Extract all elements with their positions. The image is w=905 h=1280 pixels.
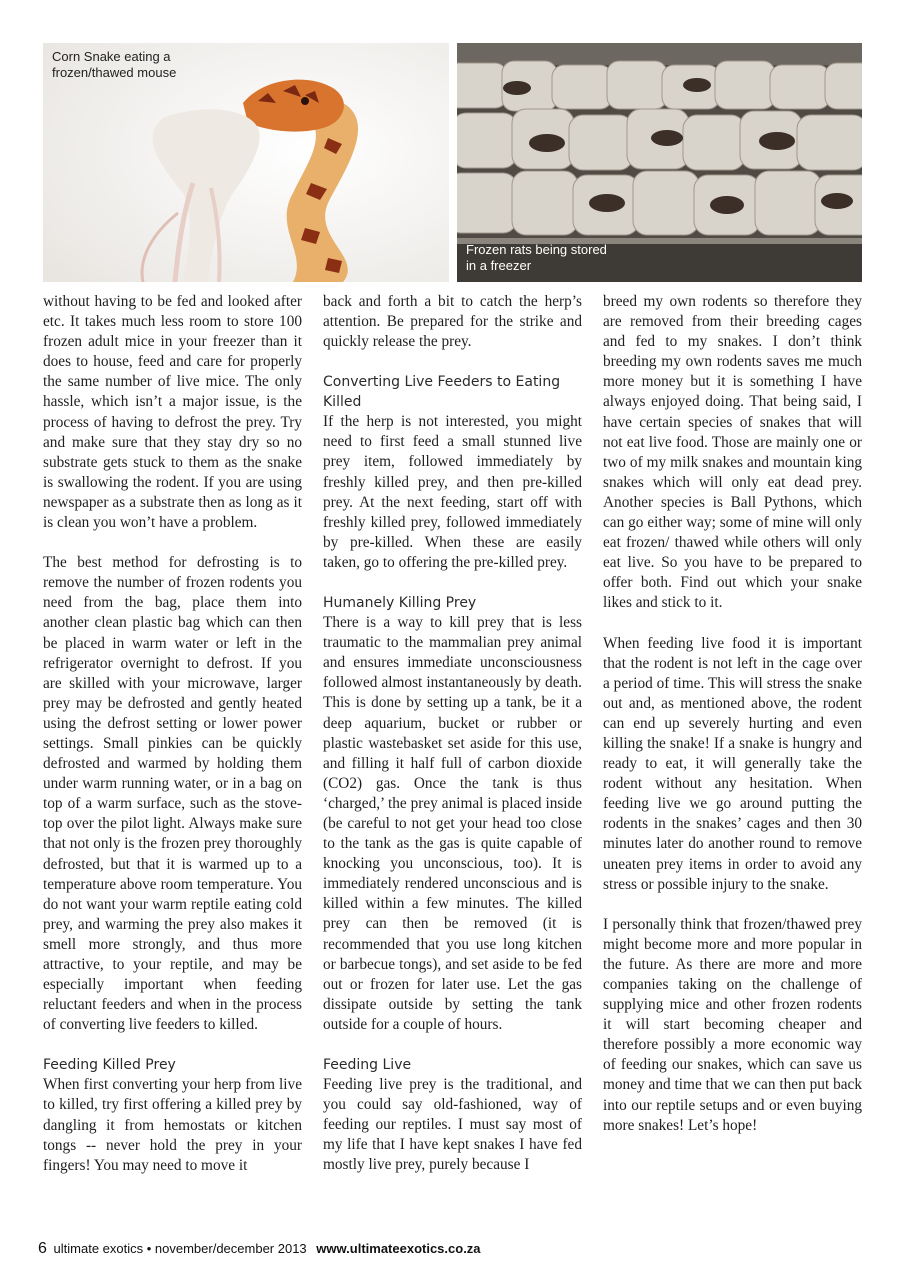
- photo-corn-snake: [43, 43, 449, 282]
- publication-info: ultimate exotics • november/december 2013: [53, 1241, 307, 1256]
- photo-caption-left: Corn Snake eating a frozen/thawed mouse: [52, 49, 177, 80]
- section-heading-feeding-live: Feeding Live: [323, 1057, 412, 1073]
- article-column-3: [603, 292, 862, 1237]
- section-heading-converting-live-feeders: Converting Live Feeders to Eating Killed: [323, 374, 561, 411]
- article-column-2: [323, 292, 582, 1237]
- page-number: 6: [38, 1240, 47, 1257]
- page-footer: [38, 1240, 481, 1258]
- section-heading-humanely-killing-prey: Humanely Killing Prey: [323, 595, 477, 612]
- website-link[interactable]: www.ultimateexotics.co.za: [316, 1241, 481, 1256]
- paragraph: back and forth a bit to catch the herp’s attention. Be prepared for the strike and quickly release the prey.: [323, 293, 582, 351]
- paragraph: breed my own rodents so therefore they are removed from their breeding cages and fed to my snakes. I don’t think breeding my own rodents saves me much more money but it is something I have always enjoyed doing. That being said, I have certain species of snakes that will not eat live food. Those are mainly one or two of my milk snakes and mountain king snakes which will only eat dead prey. Another species is Ball Pythons, which can go either way; some of mine will only eat frozen/ thawed while others will only eat live. So you have to be prepared to offer both. Find out which your snake likes and stick to it.: [603, 293, 862, 612]
- paragraph: I personally think that frozen/thawed prey might become more and more popular in the future. As there are more and more companies taking on the challenge of supplying mice and other frozen rodents it will start becoming cheaper and therefore possibly a more economic way of feeding our snakes, which can save us money and time that we can then put back into our reptile setups and or even buying more snakes! Let’s hope!: [603, 915, 862, 1134]
- photo-frozen-rats: [457, 43, 862, 282]
- article-column-1: [43, 292, 302, 1237]
- paragraph: When first converting your herp from live to killed, try first offering a killed prey by dangling it from hemostats or kitchen tongs -- never hold the prey in your fingers! You may need to move it: [43, 1076, 302, 1174]
- paragraph: without having to be fed and looked after etc. It takes much less room to store 100 frozen adult mice in your freezer than it does to house, feed and care for properly the same number of live mice. The only hassle, which isn’t a major issue, is the process of having to defrost the prey. Try and make sure that they stay dry so no substrate gets stuck to them as the snake is swallowing the rodent. If you are using newspaper as a substrate then as long as it is clean you won’t have a problem.: [43, 293, 302, 532]
- paragraph: Feeding live prey is the traditional, and you could say old-fashioned, way of feeding our reptiles. I must say most of my life that I have kept snakes I have fed mostly live prey, purely because I: [323, 1076, 582, 1174]
- paragraph: When feeding live food it is important that the rodent is not left in the cage over a period of time. This will stress the snake out and, as mentioned above, the rodent can end up severely hurting and even killing the snake! If a snake is hungry and ready to eat, it will generally take the rodent without any hesitation. When feeding live we go around putting the rodents in the snakes’ cages and then 30 minutes later do another round to remove uneaten prey items in order to avoid any stress or possible injury to the snake.: [603, 634, 862, 893]
- paragraph: There is a way to kill prey that is less traumatic to the mammalian prey animal and ensures immediate unconsciousness followed almost instantaneously by death. This is done by setting up a tank, be it a deep aquarium, bucket or rubber or plastic wastebasket set aside for this use, and filling it half full of carbon dioxide (CO2) gas. Once the tank is thus ‘charged,’ the prey animal is placed inside (be careful to not get your head too close to the tank as the gas is quite capable of knocking you unconscious, too). It is immediately rendered unconscious and is killed within a few minutes. The killed prey can then be removed (it is recommended that you use long kitchen or barbecue tongs), and set aside to be fed out or frozen for later use. Let the gas dissipate outside by setting the tank outside for a couple of hours.: [323, 614, 582, 1033]
- paragraph: The best method for defrosting is to remove the number of frozen rodents you need from the bag, place them into another clean plastic bag which can then be placed in warm water or left in the refrigerator overnight to defrost. If you are skilled with your microwave, larger prey may be defrosted and gently heated using the defrost setting or lower power settings. Small pinkies can be quickly defrosted and warmed by holding them under warm running water, or in a bag on top of a warm surface, such as the stove-top over the pilot light. Always make sure that not only is the frozen prey thoroughly defrosted, but that it is warmed up to a temperature above room temperature. You do not want your warm reptile eating cold prey, and warming the prey also makes it smell more strongly, and thus more attractive, to your reptile, and may be especially important when feeding reluctant feeders and when in the process of converting live feeders to killed.: [43, 554, 302, 1034]
- paragraph: If the herp is not interested, you might need to first feed a small stunned live prey item, followed immediately by freshly killed prey, and then pre-killed prey. At the next feeding, start off with freshly killed prey, followed immediately by pre-killed. When these are easily taken, go to offering the pre-killed prey.: [323, 413, 582, 571]
- section-heading-feeding-killed-prey: Feeding Killed Prey: [43, 1057, 176, 1074]
- photo-caption-right: Frozen rats being stored in a freezer: [466, 242, 607, 273]
